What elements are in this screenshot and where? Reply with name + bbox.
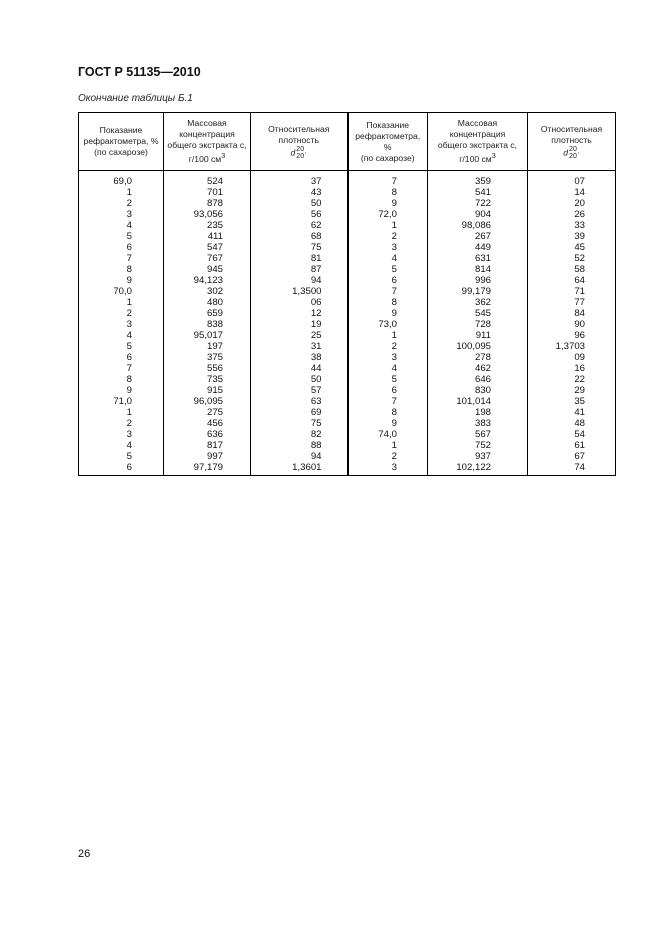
cell-mass-left: 878 bbox=[164, 198, 251, 209]
cell-refractometer-left: 70,0 bbox=[79, 286, 164, 297]
cell-density-right: 45 bbox=[528, 242, 616, 253]
cell-mass-left: 636 bbox=[164, 429, 251, 440]
cell-refractometer-right: 74,0 bbox=[348, 429, 428, 440]
cell-density-left: 37 bbox=[251, 171, 348, 188]
cell-density-right: 20 bbox=[528, 198, 616, 209]
cell-refractometer-left: 71,0 bbox=[79, 396, 164, 407]
cell-refractometer-right: 1 bbox=[348, 440, 428, 451]
cell-mass-right: 752 bbox=[428, 440, 528, 451]
cell-density-left: 50 bbox=[251, 198, 348, 209]
cell-mass-left: 480 bbox=[164, 297, 251, 308]
cell-refractometer-right: 5 bbox=[348, 374, 428, 385]
table-row bbox=[79, 341, 616, 352]
cell-density-right: 64 bbox=[528, 275, 616, 286]
cell-refractometer-right: 7 bbox=[348, 286, 428, 297]
cell-mass-right: 462 bbox=[428, 363, 528, 374]
cell-density-left: 94 bbox=[251, 275, 348, 286]
table-row bbox=[79, 418, 616, 429]
cell-density-right: 77 bbox=[528, 297, 616, 308]
cell-mass-left: 411 bbox=[164, 231, 251, 242]
cell-density-left: 62 bbox=[251, 220, 348, 231]
table-row bbox=[79, 319, 616, 330]
cell-refractometer-right: 9 bbox=[348, 198, 428, 209]
cell-density-right: 33 bbox=[528, 220, 616, 231]
cell-refractometer-right: 4 bbox=[348, 363, 428, 374]
document-code: ГОСТ Р 51135—2010 bbox=[78, 65, 201, 79]
cell-refractometer-right: 6 bbox=[348, 385, 428, 396]
cell-refractometer-right: 8 bbox=[348, 407, 428, 418]
table-row bbox=[79, 330, 616, 341]
cell-density-right: 14 bbox=[528, 187, 616, 198]
cell-mass-left: 701 bbox=[164, 187, 251, 198]
cell-mass-left: 817 bbox=[164, 440, 251, 451]
cell-refractometer-left: 6 bbox=[79, 462, 164, 476]
cell-mass-right: 814 bbox=[428, 264, 528, 275]
cell-refractometer-right: 4 bbox=[348, 253, 428, 264]
cell-mass-left: 456 bbox=[164, 418, 251, 429]
header-mass-right: Массовая концентрация общего экстракта с, г/100 $см^3$ bbox=[428, 113, 528, 171]
cell-density-left: 43 bbox=[251, 187, 348, 198]
cell-mass-right: 567 bbox=[428, 429, 528, 440]
cell-refractometer-right: 72,0 bbox=[348, 209, 428, 220]
cell-refractometer-right: 3 bbox=[348, 462, 428, 476]
cell-density-left: 81 bbox=[251, 253, 348, 264]
cell-mass-right: 198 bbox=[428, 407, 528, 418]
cell-mass-left: 93,056 bbox=[164, 209, 251, 220]
cell-refractometer-left: 2 bbox=[79, 198, 164, 209]
cell-density-right: 39 bbox=[528, 231, 616, 242]
cell-density-left: 69 bbox=[251, 407, 348, 418]
cell-refractometer-left: 5 bbox=[79, 451, 164, 462]
header-refractometer-right: Показание рефрактометра, % (по сахарозе) bbox=[348, 113, 428, 171]
table-row bbox=[79, 198, 616, 209]
cell-mass-right: 904 bbox=[428, 209, 528, 220]
cell-density-left: 38 bbox=[251, 352, 348, 363]
cell-refractometer-right: 6 bbox=[348, 275, 428, 286]
cell-density-left: 12 bbox=[251, 308, 348, 319]
table-row bbox=[79, 275, 616, 286]
cell-refractometer-right: 8 bbox=[348, 297, 428, 308]
cell-mass-right: 278 bbox=[428, 352, 528, 363]
table-row bbox=[79, 220, 616, 231]
table-row bbox=[79, 396, 616, 407]
table-row bbox=[79, 209, 616, 220]
cell-mass-right: 267 bbox=[428, 231, 528, 242]
table-row bbox=[79, 171, 616, 188]
cell-refractometer-right: 3 bbox=[348, 352, 428, 363]
cell-refractometer-left: 7 bbox=[79, 253, 164, 264]
cell-mass-right: 728 bbox=[428, 319, 528, 330]
cell-mass-right: 937 bbox=[428, 451, 528, 462]
cell-mass-right: 99,179 bbox=[428, 286, 528, 297]
cell-density-right: 84 bbox=[528, 308, 616, 319]
cell-density-right: 58 bbox=[528, 264, 616, 275]
cell-mass-right: 646 bbox=[428, 374, 528, 385]
table-row bbox=[79, 451, 616, 462]
cell-mass-left: 302 bbox=[164, 286, 251, 297]
cell-density-right: 71 bbox=[528, 286, 616, 297]
cell-mass-left: 235 bbox=[164, 220, 251, 231]
cell-density-left: 75 bbox=[251, 242, 348, 253]
table-row bbox=[79, 297, 616, 308]
cell-refractometer-left: 8 bbox=[79, 264, 164, 275]
cell-refractometer-right: 3 bbox=[348, 242, 428, 253]
table-row bbox=[79, 385, 616, 396]
table-row bbox=[79, 231, 616, 242]
cell-mass-right: 383 bbox=[428, 418, 528, 429]
cell-mass-left: 375 bbox=[164, 352, 251, 363]
cell-mass-left: 275 bbox=[164, 407, 251, 418]
cell-mass-left: 96,095 bbox=[164, 396, 251, 407]
cell-density-right: 07 bbox=[528, 171, 616, 188]
cell-mass-left: 735 bbox=[164, 374, 251, 385]
cell-mass-right: 359 bbox=[428, 171, 528, 188]
cell-refractometer-left: 3 bbox=[79, 429, 164, 440]
cell-mass-right: 541 bbox=[428, 187, 528, 198]
cell-mass-left: 547 bbox=[164, 242, 251, 253]
cell-mass-right: 722 bbox=[428, 198, 528, 209]
cell-mass-right: 101,014 bbox=[428, 396, 528, 407]
cell-mass-left: 767 bbox=[164, 253, 251, 264]
table-row bbox=[79, 363, 616, 374]
cell-refractometer-left: 9 bbox=[79, 385, 164, 396]
table-body bbox=[79, 171, 616, 476]
table-row bbox=[79, 187, 616, 198]
table-row bbox=[79, 264, 616, 275]
cell-refractometer-left: 4 bbox=[79, 220, 164, 231]
cell-refractometer-left: 1 bbox=[79, 187, 164, 198]
cell-mass-left: 915 bbox=[164, 385, 251, 396]
table-row bbox=[79, 253, 616, 264]
cell-mass-right: 631 bbox=[428, 253, 528, 264]
cell-mass-right: 996 bbox=[428, 275, 528, 286]
cell-mass-left: 94,123 bbox=[164, 275, 251, 286]
page-number: 26 bbox=[78, 848, 91, 860]
table-row bbox=[79, 440, 616, 451]
cell-density-left: 19 bbox=[251, 319, 348, 330]
cell-density-left: 94 bbox=[251, 451, 348, 462]
cell-mass-right: 362 bbox=[428, 297, 528, 308]
cell-density-right: 67 bbox=[528, 451, 616, 462]
cell-density-right: 90 bbox=[528, 319, 616, 330]
table-row bbox=[79, 286, 616, 297]
cell-mass-left: 197 bbox=[164, 341, 251, 352]
cell-refractometer-right: 7 bbox=[348, 171, 428, 188]
table-row bbox=[79, 407, 616, 418]
cell-refractometer-left: 4 bbox=[79, 440, 164, 451]
table-row bbox=[79, 242, 616, 253]
cell-density-right: 1,3703 bbox=[528, 341, 616, 352]
cell-refractometer-right: 8 bbox=[348, 187, 428, 198]
cell-refractometer-left: 1 bbox=[79, 407, 164, 418]
cell-density-right: 26 bbox=[528, 209, 616, 220]
cell-mass-right: 830 bbox=[428, 385, 528, 396]
table-row bbox=[79, 308, 616, 319]
cell-mass-left: 997 bbox=[164, 451, 251, 462]
cell-mass-right: 545 bbox=[428, 308, 528, 319]
cell-refractometer-left: 9 bbox=[79, 275, 164, 286]
cell-refractometer-right: 1 bbox=[348, 330, 428, 341]
cell-refractometer-right: 9 bbox=[348, 418, 428, 429]
cell-mass-right: 911 bbox=[428, 330, 528, 341]
cell-mass-left: 945 bbox=[164, 264, 251, 275]
cell-refractometer-left: 5 bbox=[79, 341, 164, 352]
cell-refractometer-right: 7 bbox=[348, 396, 428, 407]
table-row bbox=[79, 352, 616, 363]
cell-density-right: 35 bbox=[528, 396, 616, 407]
cell-mass-right: 98,086 bbox=[428, 220, 528, 231]
cell-refractometer-left: 69,0 bbox=[79, 171, 164, 188]
cell-density-right: 29 bbox=[528, 385, 616, 396]
cell-density-left: 06 bbox=[251, 297, 348, 308]
cell-density-right: 16 bbox=[528, 363, 616, 374]
cell-mass-right: 102,122 bbox=[428, 462, 528, 476]
cell-refractometer-left: 3 bbox=[79, 319, 164, 330]
cell-refractometer-left: 1 bbox=[79, 297, 164, 308]
cell-density-left: 88 bbox=[251, 440, 348, 451]
cell-density-right: 09 bbox=[528, 352, 616, 363]
table-row bbox=[79, 462, 616, 476]
cell-refractometer-right: 73,0 bbox=[348, 319, 428, 330]
cell-density-left: 44 bbox=[251, 363, 348, 374]
cell-refractometer-left: 6 bbox=[79, 242, 164, 253]
cell-mass-right: 100,095 bbox=[428, 341, 528, 352]
cell-refractometer-left: 6 bbox=[79, 352, 164, 363]
cell-refractometer-left: 8 bbox=[79, 374, 164, 385]
cell-mass-left: 659 bbox=[164, 308, 251, 319]
cell-mass-right: 449 bbox=[428, 242, 528, 253]
header-density-left: Относительная плотность d 20 20 · bbox=[251, 113, 348, 171]
cell-mass-left: 97,179 bbox=[164, 462, 251, 476]
cell-refractometer-left: 7 bbox=[79, 363, 164, 374]
data-table bbox=[78, 112, 616, 476]
cell-density-right: 61 bbox=[528, 440, 616, 451]
cell-refractometer-right: 5 bbox=[348, 264, 428, 275]
cell-mass-left: 95,017 bbox=[164, 330, 251, 341]
cell-refractometer-left: 5 bbox=[79, 231, 164, 242]
cell-density-right: 54 bbox=[528, 429, 616, 440]
table-row bbox=[79, 374, 616, 385]
table-header-row bbox=[79, 113, 616, 171]
cell-refractometer-right: 2 bbox=[348, 451, 428, 462]
cell-density-right: 52 bbox=[528, 253, 616, 264]
table-row bbox=[79, 429, 616, 440]
cell-density-left: 1,3500 bbox=[251, 286, 348, 297]
header-mass-left: Массовая концентрация общего экстракта с, г/100 $см^3$ bbox=[164, 113, 251, 171]
cell-refractometer-right: 9 bbox=[348, 308, 428, 319]
cell-refractometer-left: 4 bbox=[79, 330, 164, 341]
cell-refractometer-left: 2 bbox=[79, 418, 164, 429]
cell-density-right: 96 bbox=[528, 330, 616, 341]
cell-density-left: 57 bbox=[251, 385, 348, 396]
cell-density-left: 31 bbox=[251, 341, 348, 352]
cell-density-left: 63 bbox=[251, 396, 348, 407]
cell-density-left: 1,3601 bbox=[251, 462, 348, 476]
cell-density-right: 22 bbox=[528, 374, 616, 385]
cell-density-left: 82 bbox=[251, 429, 348, 440]
cell-density-left: 56 bbox=[251, 209, 348, 220]
cell-density-left: 50 bbox=[251, 374, 348, 385]
cell-density-right: 48 bbox=[528, 418, 616, 429]
cell-refractometer-right: 2 bbox=[348, 341, 428, 352]
cell-refractometer-left: 2 bbox=[79, 308, 164, 319]
cell-refractometer-right: 2 bbox=[348, 231, 428, 242]
cell-refractometer-left: 3 bbox=[79, 209, 164, 220]
cell-density-left: 75 bbox=[251, 418, 348, 429]
cell-mass-left: 524 bbox=[164, 171, 251, 188]
cell-density-left: 87 bbox=[251, 264, 348, 275]
header-density-right: Относительная плотность d 20 20 · bbox=[528, 113, 616, 171]
cell-density-right: 41 bbox=[528, 407, 616, 418]
cell-density-right: 74 bbox=[528, 462, 616, 476]
cell-density-left: 25 bbox=[251, 330, 348, 341]
cell-density-left: 68 bbox=[251, 231, 348, 242]
cell-mass-left: 556 bbox=[164, 363, 251, 374]
cell-mass-left: 838 bbox=[164, 319, 251, 330]
cell-refractometer-right: 1 bbox=[348, 220, 428, 231]
table-caption: Окончание таблицы Б.1 bbox=[78, 93, 193, 104]
header-refractometer-left: Показание рефрактометра, % (по сахарозе) bbox=[79, 113, 164, 171]
